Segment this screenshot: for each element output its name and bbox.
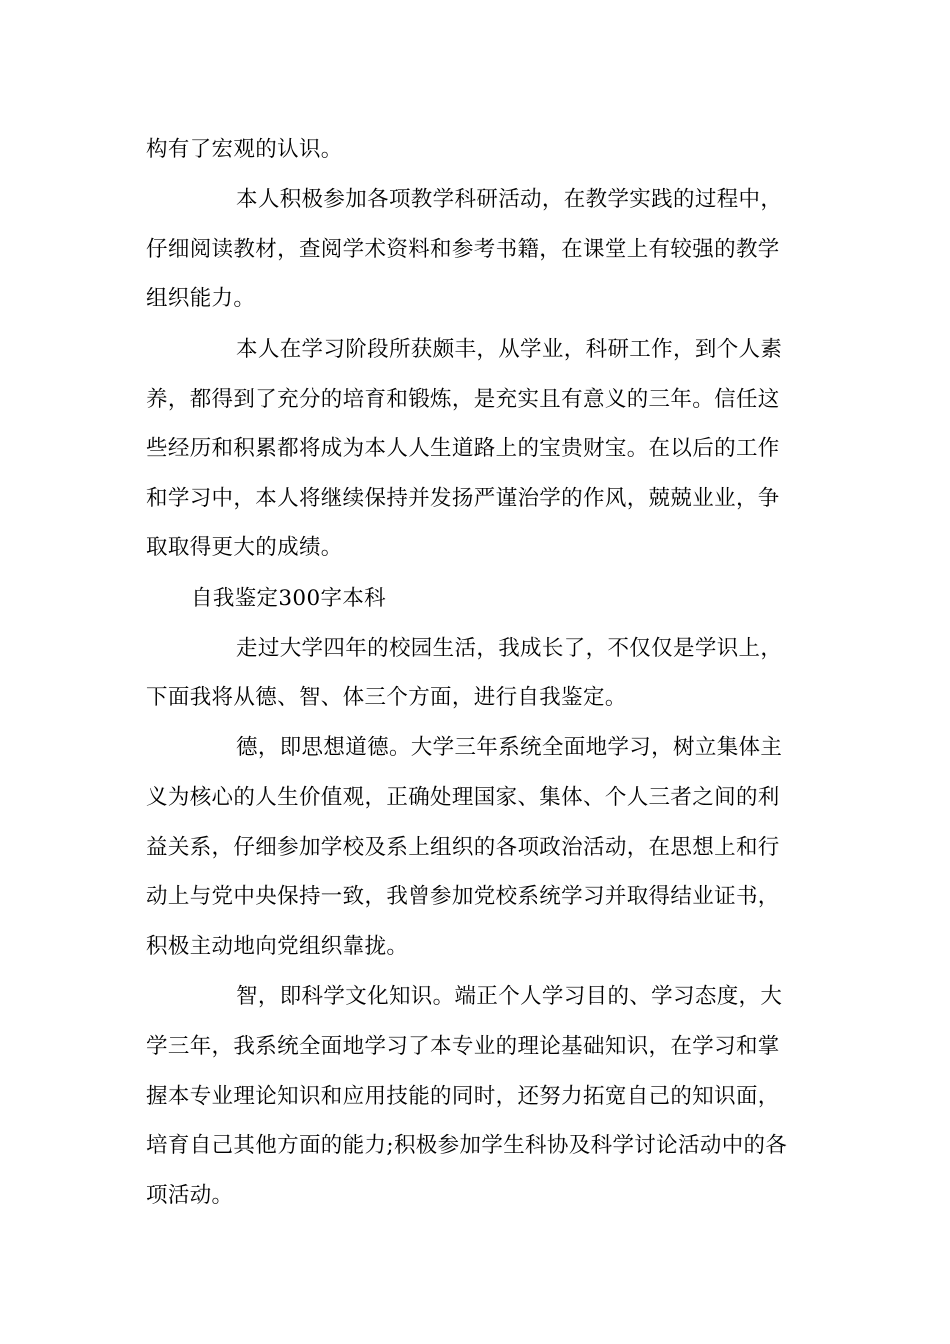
- paragraph-first-line: 本人在学习阶段所获颇丰，从学业，科研工作，到个人素: [236, 337, 783, 362]
- text-line: 义为核心的人生价值观，正确处理国家、集体、个人三者之间的利: [146, 785, 780, 810]
- paragraph-first-line: 智，即科学文化知识。端正个人学习目的、学习态度，大: [236, 984, 783, 1009]
- text-line: 下面我将从德、智、体三个方面，进行自我鉴定。: [146, 685, 627, 710]
- text-line: 些经历和积累都将成为本人人生道路上的宝贵财宝。在以后的工作: [146, 436, 780, 461]
- text-line: 仔细阅读教材，查阅学术资料和参考书籍，在课堂上有较强的教学: [146, 237, 780, 262]
- text-line: 取取得更大的成绩。: [146, 535, 343, 560]
- section-heading: 自我鉴定300字本科: [191, 586, 387, 611]
- text-line: 动上与党中央保持一致，我曾参加党校系统学习并取得结业证书，: [146, 884, 780, 909]
- text-line: 和学习中，本人将继续保持并发扬严谨治学的作风，兢兢业业，争: [146, 486, 780, 511]
- text-line: 构有了宏观的认识。: [146, 137, 343, 162]
- paragraph-first-line: 走过大学四年的校园生活，我成长了，不仅仅是学识上，: [236, 636, 783, 661]
- text-line: 项活动。: [146, 1183, 234, 1208]
- text-line: 养，都得到了充分的培育和锻炼，是充实且有意义的三年。信任这: [146, 387, 780, 412]
- text-line: 培育自己其他方面的能力;积极参加学生科协及科学讨论活动中的各: [146, 1133, 788, 1158]
- text-line: 积极主动地向党组织靠拢。: [146, 934, 409, 959]
- paragraph-first-line: 本人积极参加各项教学科研活动，在教学实践的过程中，: [236, 187, 783, 212]
- text-line: 握本专业理论知识和应用技能的同时，还努力拓宽自己的知识面，: [146, 1084, 780, 1109]
- paragraph-first-line: 德，即思想道德。大学三年系统全面地学习，树立集体主: [236, 735, 783, 760]
- text-line: 学三年，我系统全面地学习了本专业的理论基础知识，在学习和掌: [146, 1034, 780, 1059]
- text-line: 益关系，仔细参加学校及系上组织的各项政治活动，在思想上和行: [146, 835, 780, 860]
- text-line: 组织能力。: [146, 286, 256, 311]
